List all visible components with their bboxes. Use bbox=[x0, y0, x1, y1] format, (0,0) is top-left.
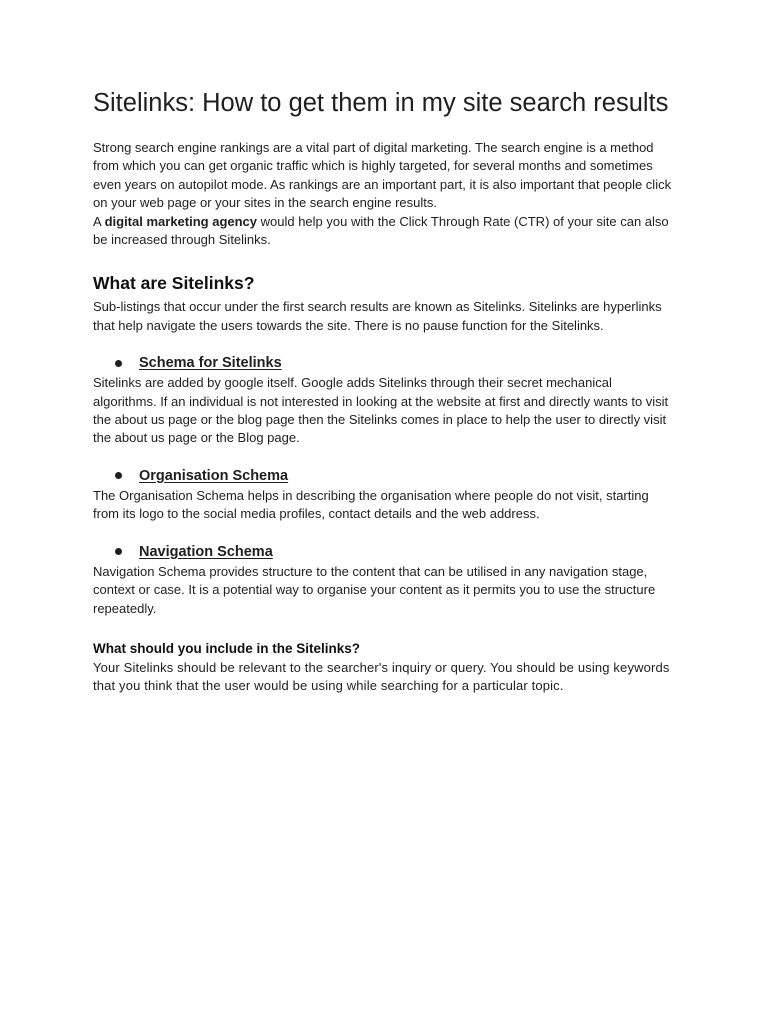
bullet-body-organisation-schema: The Organisation Schema helps in describing the organisation where people do not visit, starting from its logo to the social media profiles, contact details and the web address. bbox=[93, 487, 649, 522]
intro-paragraph bbox=[93, 139, 676, 249]
bullet-icon bbox=[115, 548, 122, 555]
intro-text: Strong search engine rankings are a vital part of digital marketing. The search engine is a method from which you can get organic traffic which is highly targeted, for several months and sometimes even years on autopilot mode. As rankings are an important part, it is also important that people click on your web page or your sites in the search engine results. bbox=[93, 140, 672, 211]
intro-line-suffix: would help you with the Click Through Rate (CTR) of your site can also be increased through Sitelinks. bbox=[93, 213, 669, 248]
intro-line-prefix: A bbox=[93, 213, 105, 229]
bullet-icon bbox=[115, 472, 122, 479]
bullet-item-navigation-schema bbox=[115, 542, 676, 562]
section-body-what-are-sitelinks: Sub-listings that occur under the first search results are known as Sitelinks. Sitelinks are hyperlinks that help navigate the users towards the site. There is no pause function for the Sitelinks. bbox=[93, 299, 662, 333]
bullet-link-navigation-schema[interactable]: Navigation Schema bbox=[139, 543, 273, 560]
intro-bold-phrase: digital marketing agency bbox=[104, 213, 258, 229]
bullet-item-organisation-schema bbox=[115, 466, 676, 486]
section-heading-what-to-include: What should you include in the Sitelinks? bbox=[93, 640, 361, 656]
section-heading-what-are-sitelinks: What are Sitelinks? bbox=[93, 273, 255, 294]
bullet-body-schema-for-sitelinks: Sitelinks are added by google itself. Google adds Sitelinks through their secret mechanical algorithms. If an individual is not interested in looking at the website at first and directly wants to visit the about us page or the blog page then the Sitelinks comes in place to help the user to directly visit the about us page or the Blog page. bbox=[93, 375, 669, 446]
section-body-what-to-include: Your Sitelinks should be relevant to the searcher's inquiry or query. You should be using keywords that you think that the user would be using while searching for a particular topic. bbox=[93, 659, 670, 694]
bullet-body-navigation-schema: Navigation Schema provides structure to the content that can be utilised in any navigation stage, context or case. It is a potential way to organise your content as it permits you to use the structure repeatedly. bbox=[93, 563, 656, 616]
bullet-icon bbox=[115, 360, 122, 367]
bullet-link-organisation-schema[interactable]: Organisation Schema bbox=[139, 467, 289, 484]
bullet-item-schema-for-sitelinks bbox=[115, 353, 676, 373]
document-title: Sitelinks: How to get them in my site search results bbox=[93, 89, 669, 117]
bullet-link-schema-for-sitelinks[interactable]: Schema for Sitelinks bbox=[139, 355, 282, 372]
